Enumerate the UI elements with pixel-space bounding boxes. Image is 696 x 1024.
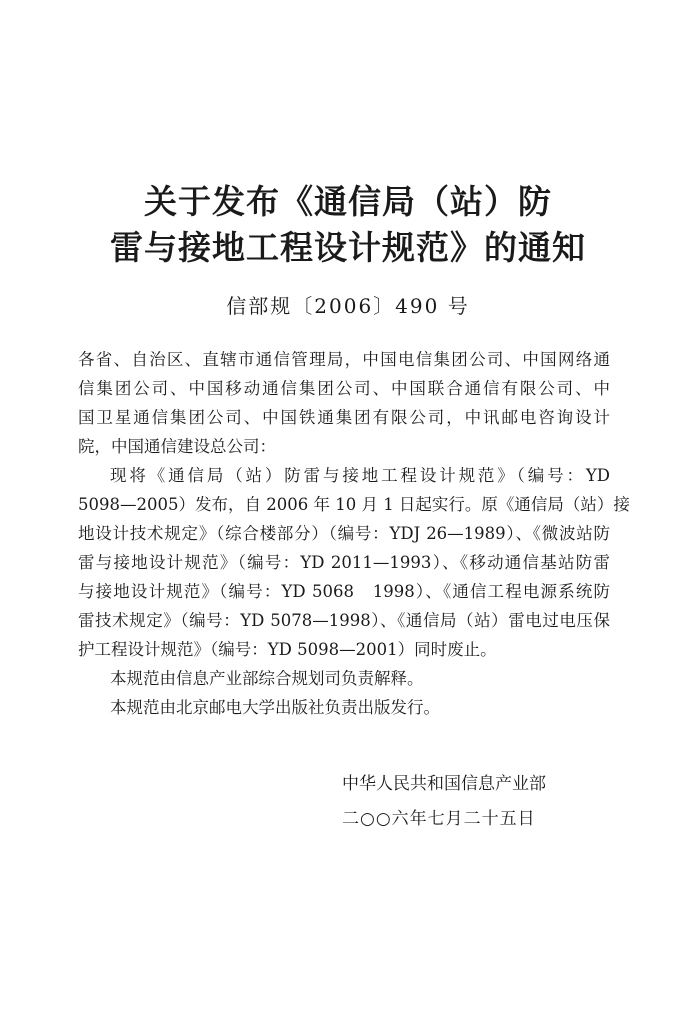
paragraph-line: 5098—2005）发布，自 2006 年 10 月 1 日起实行。原《通信局（站）接 [78,495,630,514]
paragraph-line: 雷技术规定》（编号：YD 5078—1998）、《通信局（站）雷电过电压保 [78,611,610,630]
paragraph-line: 现将《通信局（站）防雷与接地工程设计规范》（编号：YD [110,466,610,485]
addressee-line: 国卫星通信集团公司、中国铁通集团有限公司，中讯邮电咨询设计 [78,408,610,427]
notice-title-line-2: 雷与接地工程设计规范》的通知 [110,228,586,267]
paragraph-interpretation [78,664,610,693]
notice-title-line-1: 关于发布《通信局（站）防 [144,182,552,221]
addressee-block [78,345,610,461]
paragraph-line: 地设计技术规定》（综合楼部分）（编号：YDJ 26—1989）、《微波站防 [78,524,610,543]
issue-date: 二○○六年七月二十五日 [342,809,536,829]
issuing-authority: 中华人民共和国信息产业部 [342,774,546,794]
addressee-line: 各省、自治区、直辖市通信管理局，中国电信集团公司、中国网络通 [78,350,610,369]
document-number: 信部规〔2006〕490 号 [226,294,470,318]
addressee-line: 信集团公司、中国移动通信集团公司、中国联合通信有限公司、中 [78,379,610,398]
paragraph-line: 本规范由信息产业部综合规划司负责解释。 [110,669,424,688]
addressee-line: 院，中国通信建设总公司： [78,437,276,456]
paragraph-announcement [78,461,630,664]
paragraph-line: 与接地设计规范》（编号：YD 5068 1998）、《通信工程电源系统防 [78,582,610,601]
paragraph-line: 本规范由北京邮电大学出版社负责出版发行。 [110,698,440,717]
paragraph-publication [78,693,610,722]
paragraph-line: 护工程设计规范》（编号：YD 5098—2001）同时废止。 [78,640,497,659]
paragraph-line: 雷与接地设计规范》（编号：YD 2011—1993）、《移动通信基站防雷 [78,553,610,572]
